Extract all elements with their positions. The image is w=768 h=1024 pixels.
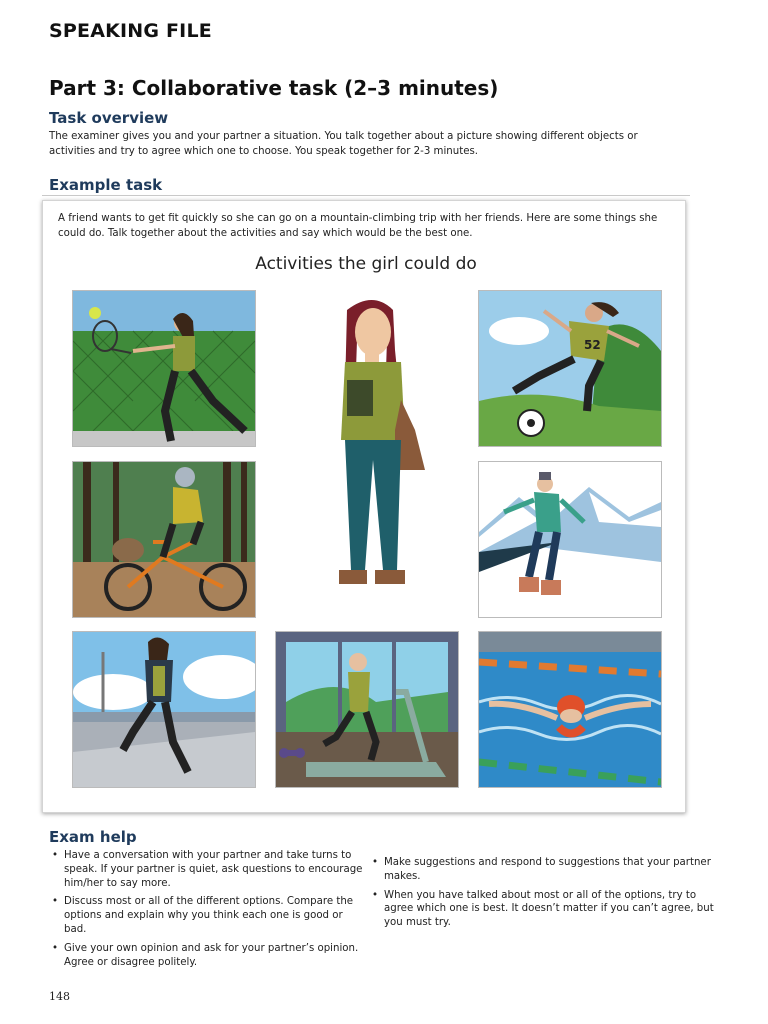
tennis-picture [72,290,256,447]
exam-help-tip: • Make suggestions and respond to suggestions that your partner makes. [384,856,714,884]
task-overview-text: The examiner gives you and your partner a situation. You talk together about a picture showing different objects or activities and try to agree which one to choose. You speak together for 2-3 minutes. [49,131,638,157]
running-picture [72,631,256,788]
exam-help-tip: • Have a conversation with your partner and take turns to speak. If your partner is quiet, ask questions to encourage him/her to say more. [64,849,364,890]
girl-picture [275,290,457,615]
task-overview-heading: Task overview [49,109,169,127]
shirt-number: 52 [584,338,601,352]
cycling-picture [72,461,256,618]
exam-help-tip: • Discuss most or all of the different options. Compare the options and explain why you think each one is good or bad. [64,895,364,936]
exam-help-tip: • Give your own opinion and ask for your partner’s opinion. Agree or disagree politely. [64,942,364,970]
file-title: SPEAKING FILE [49,20,212,42]
football-picture [478,290,662,447]
exam-help-tip: • When you have talked about most or all of the options, try to agree which one is best. It doesn’t matter if you can’t agree, but you must try. [384,889,714,930]
swimming-picture [478,631,662,788]
activities-title: Activities the girl could do [255,254,477,274]
example-divider [42,195,690,196]
skiing-picture [478,461,662,618]
example-task-heading: Example task [49,176,163,194]
treadmill-picture [275,631,459,788]
exam-help-list-left [50,849,364,974]
example-task-instructions: A friend wants to get fit quickly so she can go on a mountain-climbing trip with her friends. Here are some things she could do. Talk together about the activities and say which would be the best one. [58,213,658,239]
exam-help-heading: Exam help [49,828,137,846]
part-title: Part 3: Collaborative task (2–3 minutes) [49,76,499,100]
exam-help-list-right [370,856,714,935]
page-number: 148 [49,990,70,1003]
